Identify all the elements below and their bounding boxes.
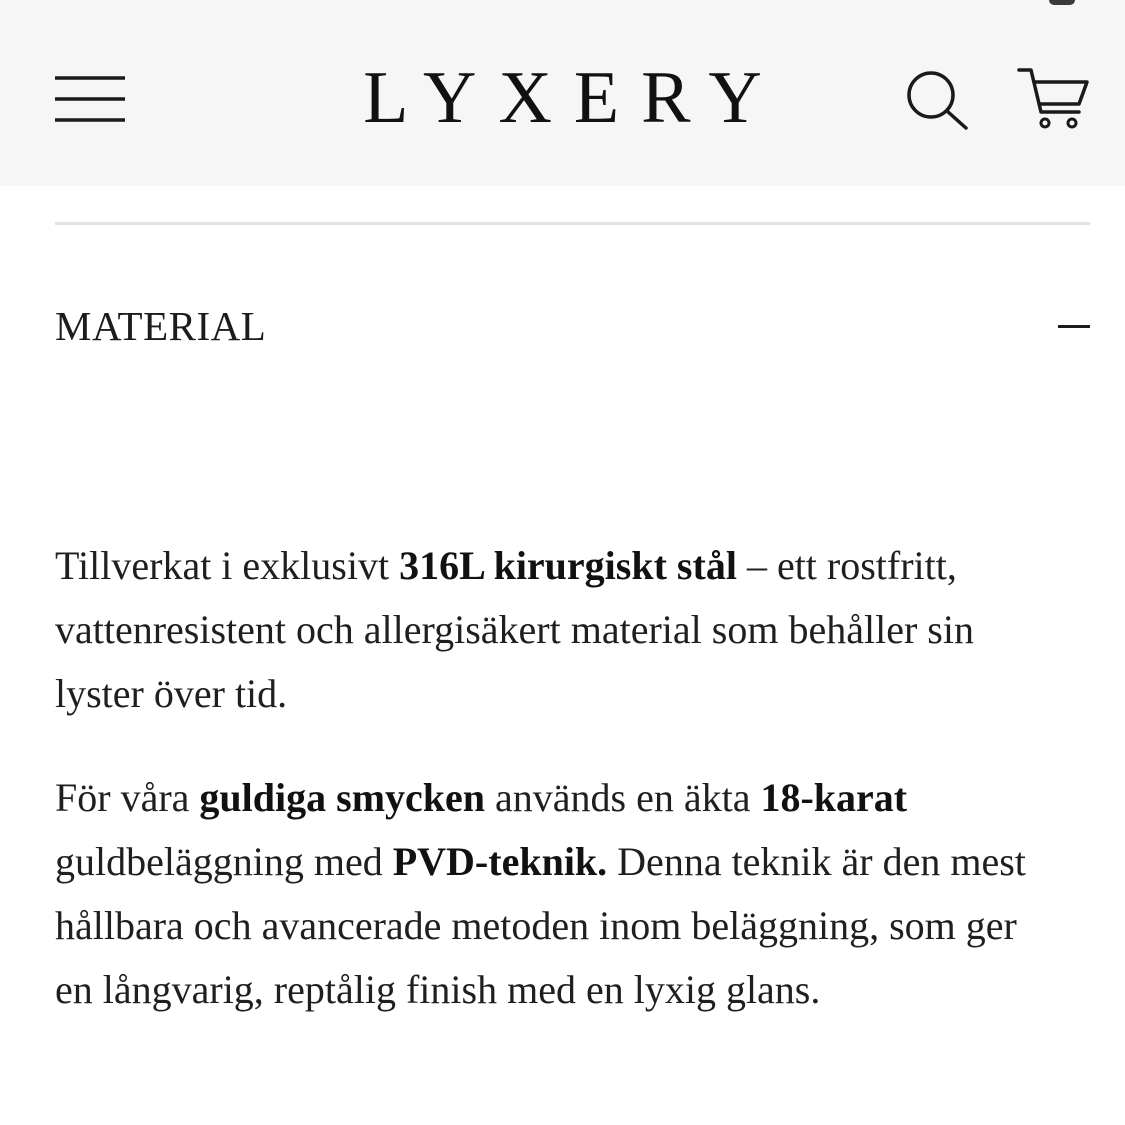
search-button[interactable] [902,66,972,132]
site-header [0,0,1125,186]
material-accordion-toggle[interactable] [55,296,1090,360]
text-segment: Denna teknik är den mest hållbara och avancerade metoden inom beläggning, som ger en långvarig, reptålig finish med en lyxig glans. [55,839,1026,1012]
text-segment: Tillverkat i exklusivt [55,543,400,588]
text-segment: används en äkta [485,775,761,820]
status-edge [1049,0,1075,5]
cart-icon [1015,64,1093,132]
highlight-pvd: PVD-teknik. [392,839,608,884]
cart-button[interactable] [1015,64,1093,132]
section-divider [55,222,1090,225]
material-description [55,534,1045,1062]
brand-logo[interactable]: LYXERY [363,57,784,139]
minus-icon [1058,325,1090,328]
accordion-title: MATERIAL [55,303,267,349]
search-icon [902,66,972,132]
highlight-gold-jewelry: guldiga smycken [199,775,486,820]
text-segment: För våra [55,775,200,820]
highlight-steel: 316L kirurgiskt stål [399,543,737,588]
material-paragraph-2 [55,766,1045,1022]
text-segment: – ett rostfritt, vattenresistent och allergisäkert material som behåller sin lyster över tid. [55,543,974,716]
highlight-karat: 18-karat [760,775,908,820]
text-segment: guldbeläggning med [55,839,393,884]
material-paragraph-1 [55,534,1045,726]
